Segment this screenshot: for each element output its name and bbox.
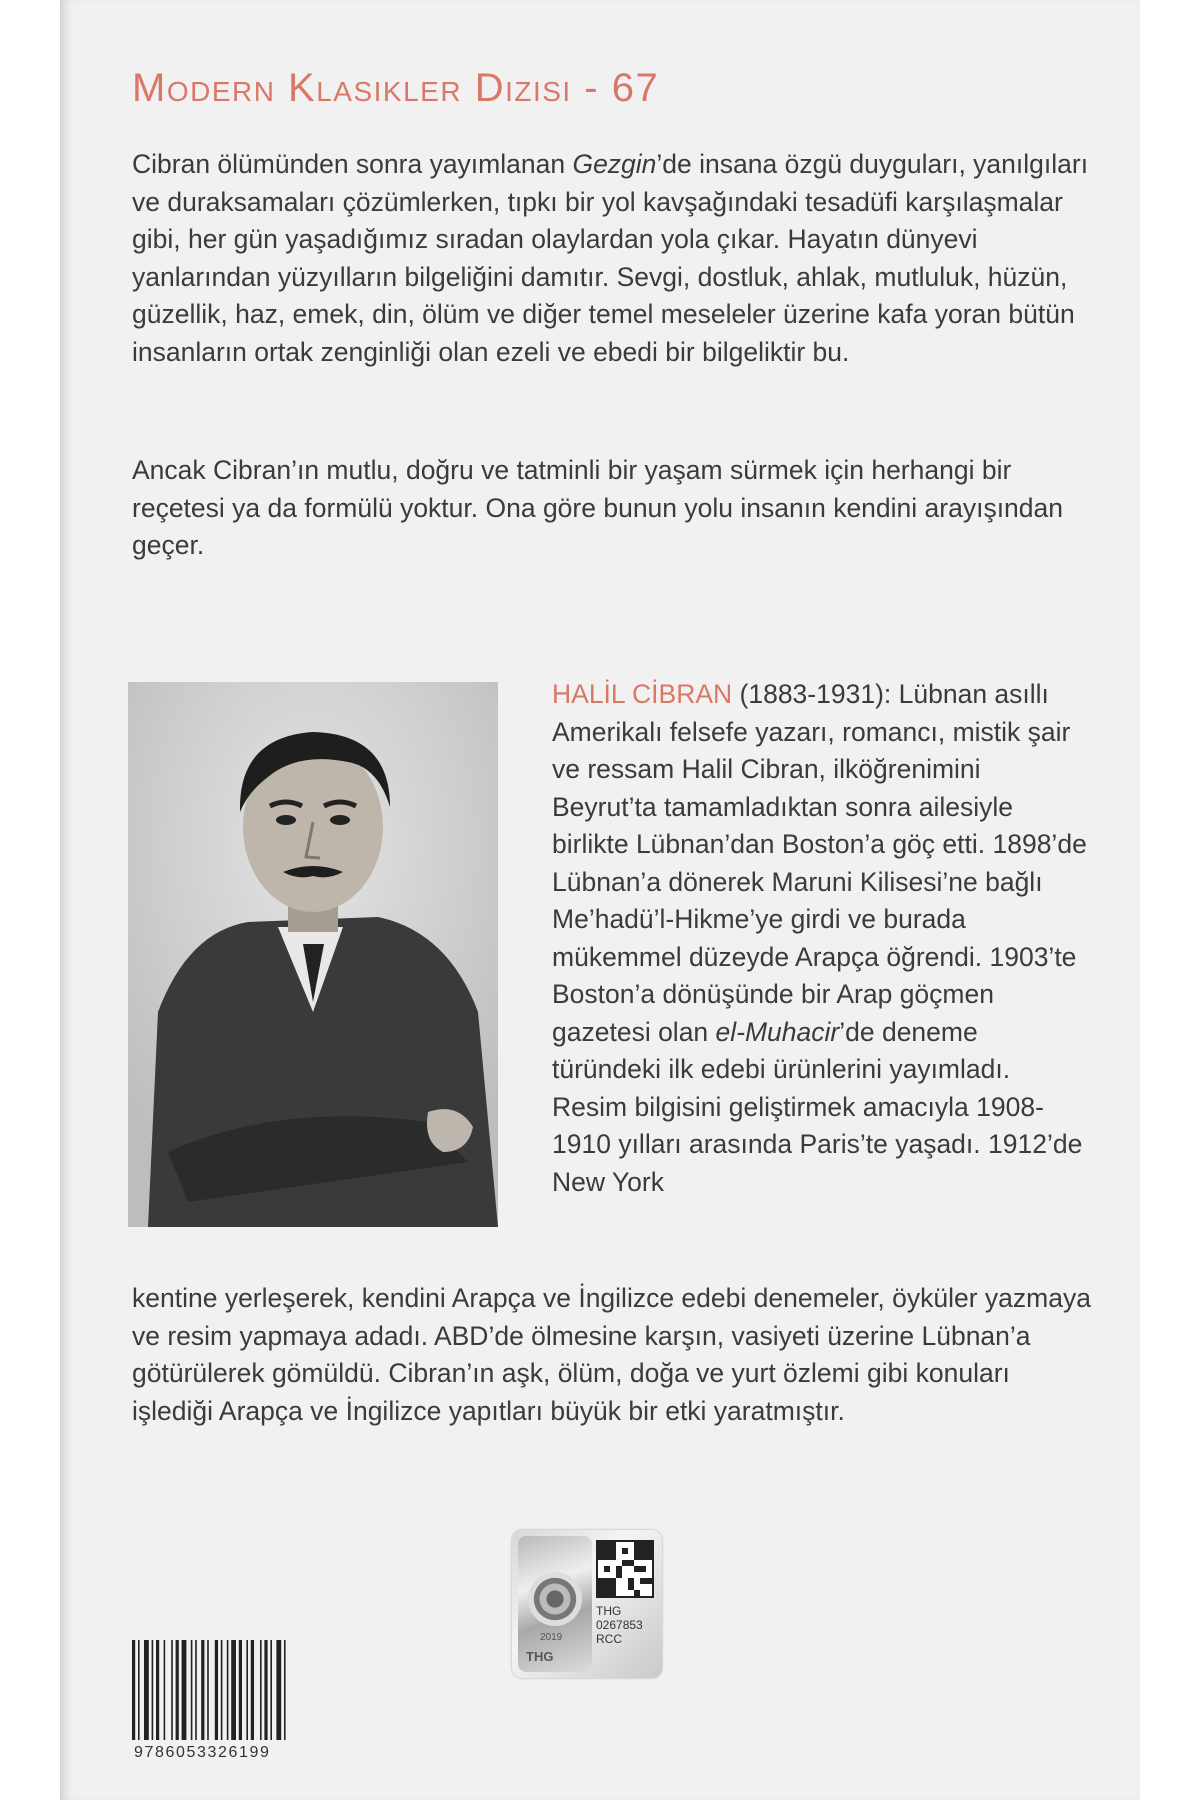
author-bio-column <box>552 676 1092 1201</box>
barcode-bar <box>195 1640 197 1740</box>
bio-text-continued: ’de deneme türündeki ilk edebi ürünlerini yayımladı. Resim bilgisini geliştirmek amacıyla 1908-1910 yılları arasında Paris’te yaşadı. 1912’de New York <box>552 1016 1083 1197</box>
barcode-bar <box>270 1640 272 1740</box>
barcode-bar <box>239 1640 242 1740</box>
newspaper-title: el-Muhacir <box>715 1016 840 1047</box>
sticker-codes <box>596 1604 643 1646</box>
barcode-bar <box>132 1640 135 1740</box>
author-bio-wide: kentine yerleşerek, kendini Arapça ve İngilizce edebi denemeler, öyküler yazmaya ve resim yapmaya adadı. ABD’de ölmesine karşın, vasiyeti üzerine Lübnan’a götürülerek gömüldü. Cibran’ın aşk, ölüm, doğa ve yurt özlemi gibi konuları işlediği Arapça ve İngilizce yapıtları büyük bir etki yaratmıştır. <box>132 1283 1091 1426</box>
blurb-paragraph-1 <box>132 146 1092 371</box>
barcode-icon <box>132 1640 314 1740</box>
banderol-sticker <box>512 1530 662 1678</box>
series-title: Modern Klasikler Dizisi - 67 <box>132 66 660 110</box>
barcode-bar <box>251 1640 254 1740</box>
barcode-bar <box>144 1640 149 1740</box>
blurb-paragraph-2: Ancak Cibran’ın mutlu, doğru ve tatminli bir yaşam sürmek için herhangi bir reçetesi ya da formülü yoktur. Ona göre bunun yolu insanın kendini arayışından geçer. <box>132 455 1064 560</box>
barcode-bar <box>215 1640 218 1740</box>
sticker-code-3: RCC <box>596 1632 622 1646</box>
barcode-bar <box>152 1640 154 1740</box>
barcode-bar <box>201 1640 204 1740</box>
barcode-bar <box>276 1640 281 1740</box>
barcode-bar <box>284 1640 286 1740</box>
barcode-bar <box>156 1640 159 1740</box>
qr-code-icon <box>596 1540 654 1598</box>
sticker-code-1: THG <box>596 1604 622 1618</box>
barcode-bar <box>164 1640 166 1740</box>
blurb-text-start: Cibran ölümünden sonra yayımlanan <box>132 149 573 179</box>
book-title-gezgin: Gezgin <box>572 149 657 179</box>
barcode-bar <box>221 1640 223 1740</box>
barcode-bar <box>176 1640 179 1740</box>
barcode-bar <box>191 1640 193 1740</box>
author-dates: (1883-1931): <box>732 679 892 709</box>
barcode-bar <box>246 1640 248 1740</box>
barcode-bar <box>227 1640 229 1740</box>
isbn-number: 9786053326199 <box>134 1744 271 1761</box>
hologram-label: THG <box>526 1649 554 1664</box>
barcode-bar <box>138 1640 140 1740</box>
barcode-bar <box>260 1640 262 1740</box>
barcode-bar <box>207 1640 209 1740</box>
author-name: HALİL CİBRAN <box>552 679 733 709</box>
bio-text-start: Lübnan asıllı Amerikalı felsefe yazarı, romancı, mistik şair ve ressam Halil Cibran, ilköğrenimini Beyrut’ta tamamladıktan sonra ailesiyle birlikte Lübnan’dan Boston’a göç etti. 1898’de Lübnan’a dönerek Maruni Kilisesi’ne bağlı Me’hadü’l-Hikme’ye girdi ve burada mükemmel düzeyde Arapça öğrendi. 1903’te Boston’a dönüşünde bir Arap göçmen gazetesi olan <box>552 679 1087 1047</box>
sticker-code-2: 0267853 <box>596 1618 643 1632</box>
hologram-icon <box>518 1536 592 1672</box>
barcode-bar <box>182 1640 187 1740</box>
barcode-bar <box>231 1640 236 1740</box>
barcode-bar <box>264 1640 267 1740</box>
hologram-disc-icon <box>528 1572 582 1626</box>
barcode-bar <box>171 1640 173 1740</box>
hologram-year: 2019 <box>540 1632 563 1643</box>
author-portrait <box>128 682 498 1227</box>
blurb-text-end: ’de insana özgü duyguları, yanılgıları ve duraksamaları çözümlerken, tıpkı bir yol kavşağındaki tesadüfi karşılaşmalar gibi, her gün yaşadığımız sıradan olaylardan yola çıkar. Hayatın dünyevi yanlarından yüzyılların bilgeliğini damıtır. Sevgi, dostluk, ahlak, mutluluk, hüzün, güzellik, haz, emek, din, ölüm ve diğer temel meseleler üzerine kafa yoran bütün insanların ortak zenginliği olan ezeli ve ebedi bir bilgeliktir bu. <box>132 149 1089 367</box>
